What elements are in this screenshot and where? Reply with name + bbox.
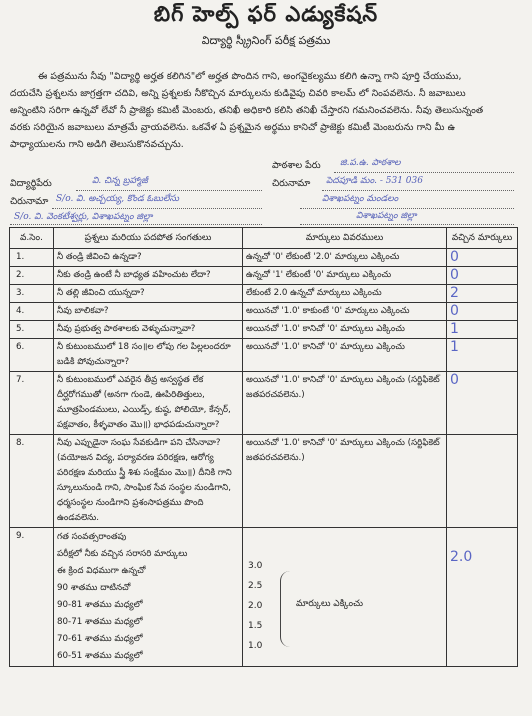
student-name-label: విద్యార్థిపేరు: [10, 178, 52, 189]
address-line-2: [10, 224, 262, 225]
student-name-line: [76, 190, 262, 191]
address-line-1: [52, 208, 262, 209]
row-marks-obtained[interactable]: 0: [447, 303, 518, 321]
row-marks-obtained[interactable]: 2.0: [447, 528, 518, 667]
row-marks-obtained[interactable]: 2: [447, 285, 518, 303]
row-number: 8.: [10, 435, 54, 528]
scale-value: 3.0: [248, 561, 263, 571]
row-question: నీ కుటుంబములో ఎవరైన తీవ్ర అస్వస్థత లేక దీర్ఘరోగముతో (అనగా గుండె, ఊపిరితిత్తులు, మూత్రపిండములు, ఎయిడ్స్, కుష్ఠ, పోలియో, కేన్సర్, పక్షవాతం, కీళ్ళవాతం మొ॥) భాధపడుచున్నారా?: [54, 372, 243, 435]
row-question: నీవు ప్రభుత్వ పాఠశాలకు వెళ్ళుచున్నావా?: [54, 321, 243, 339]
address2-line-3: [300, 224, 514, 225]
header-marks-obtained: వచ్చిన మార్కులు: [447, 228, 518, 249]
address2-value-2: విశాఖపట్నం మండలం: [322, 194, 399, 204]
row-question: నీ తండ్రి జీవించి ఉన్నడా?: [54, 249, 243, 267]
row-question: నీకు తండ్రి ఉంటే నీ బాధ్యత వహించుట లేదా?: [54, 267, 243, 285]
grade-line: పరీక్షలో నీకు వచ్చిన సరాసరి మార్కులు: [57, 549, 188, 559]
grade-line: 60-51 శాతము మధ్యలో: [57, 651, 143, 661]
form-subtitle: విద్యార్థి స్క్రీనింగ్ పరీక్ష పత్రము: [201, 34, 331, 47]
row-marks-obtained[interactable]: 1: [447, 321, 518, 339]
row-question: నీ తల్లి జీవించి యున్నదా?: [54, 285, 243, 303]
school-name-value: జి.ప.ఉ. పాఠశాల: [340, 158, 401, 168]
row-marks-rule: ఉన్నచో '1' లేకుంటే '0' మార్కులు ఎక్కించు: [243, 267, 447, 285]
header-questions: ప్రశ్నలు మరియు పదపోత సంగతులు: [54, 228, 243, 249]
scale-value: 2.5: [248, 581, 263, 591]
row-marks-rule: అయినచో '1.0' కానిచో '0' మార్కులు ఎక్కించు: [243, 339, 447, 372]
table-header-row: [10, 228, 518, 249]
address2-value-1: పెదపూడి మం. - 531 036: [326, 176, 423, 186]
row-marks-obtained[interactable]: [447, 435, 518, 528]
student-name-value: వి. చిన్న బ్రహ్మాజీ: [92, 176, 148, 186]
table-row: [10, 285, 518, 303]
row-question: నీ కుటుంబములో 18 సం॥ల లోపు గల పిల్లలందరూ బడికి పోవుచున్నారా?: [54, 339, 243, 372]
row-marks-rule: లేకుంటే 2.0 ఉన్నచో మార్కులు ఎక్కించు: [243, 285, 447, 303]
row-marks-scale: [243, 528, 447, 667]
address-value-1: S/o. వి. అచ్చయ్య, కొండ ఓబులేసు: [56, 194, 179, 204]
row-marks-rule: ఉన్నచో '0' లేకుంటే '2.0' మార్కులు ఎక్కించు: [243, 249, 447, 267]
address-value-2: S/o. వి. వెంకటేశ్వర్లు, విశాఖపట్నం జిల్లా: [14, 212, 153, 222]
instruction-line-5: పాధ్యాయులను గాని అడిగి తెలుసుకొనవచ్చును.: [10, 139, 184, 150]
header-serial: వ.సెం.: [10, 228, 54, 249]
row-marks-rule: అయినచో '1.0' కానిచో '0' మార్కులు ఎక్కించు (సర్టిఫికెట్ జతపరచవలెను.): [243, 372, 447, 435]
scale-marks-label: మార్కులు ఎక్కించు: [296, 599, 364, 609]
grade-line: 90-81 శాతము మధ్యలో: [57, 600, 143, 610]
row-marks-obtained[interactable]: 0: [447, 372, 518, 435]
table-row: [10, 249, 518, 267]
school-name-line: [334, 172, 514, 173]
form-title: బిగ్ హెల్ప్ ఫర్ ఎడ్యుకేషన్: [153, 2, 379, 26]
header-marks-details: మార్కులు వివరములు: [243, 228, 447, 249]
brace-shape: [280, 571, 291, 647]
table-row: [10, 267, 518, 285]
grade-line: 70-61 శాతము మధ్యలో: [57, 634, 143, 644]
table-row: [10, 303, 518, 321]
row-question: నీవు బాలికవా?: [54, 303, 243, 321]
address2-line-1: [322, 190, 514, 191]
table-row: [10, 372, 518, 435]
row-number: 3.: [10, 285, 54, 303]
row-number: 1.: [10, 249, 54, 267]
address-label: చిరునామా: [10, 196, 49, 207]
row-number: 2.: [10, 267, 54, 285]
row-number: 6.: [10, 339, 54, 372]
grade-line: ఈ క్రింద విధముగా ఉన్నచో: [57, 566, 146, 576]
instruction-line-4: వరకు సరియైన జవాబులు మాత్రమే వ్రాయవలెను. ఒకవేళ ఏ ప్రశ్నమైన అర్థము కానిచో ప్రాజెక్టు కమిటీ మెంబరును గాని మీ ఉ: [10, 122, 456, 133]
row-marks-rule: అయినచో '1.0' కాకుంటే '0' మార్కులు ఎక్కించు: [243, 303, 447, 321]
row-number: 4.: [10, 303, 54, 321]
row-marks-rule: అయినచో '1.0' కానిచో '0' మార్కులు ఎక్కించు (సర్టిఫికెట్ జతపరచవలెను.): [243, 435, 447, 528]
row-marks-obtained[interactable]: 0: [447, 267, 518, 285]
row-number: 9.: [10, 528, 54, 667]
instruction-line-1: ఈ పత్రమును నీవు "విద్యార్థి అర్హత కలిగిన"లో అర్హత పొందిన గాని, అంగవైకల్యము కలిగి ఉన్నా గాని పూర్తి చేయుము,: [38, 71, 462, 82]
row-question: నీవు ఎప్పుడైనా సంఘ సేవకుడిగా పని చేసినావా? (వయోజన విద్య, పర్యావరణ పరిరక్షణ, ఆరోగ్య పరిరక్షణ మరియు స్త్రీ శిశు సంక్షేమం మొ॥) దీనికి గాని స్కూలునుండి గాని, సాంఘిక సేవ సంస్థల నుండిగాని, ధర్మసంస్థల నుండిగాని ప్రశంసాపత్రము పొంది ఉండవలెను.: [54, 435, 243, 528]
row-marks-obtained[interactable]: 1: [447, 339, 518, 372]
table-row: [10, 339, 518, 372]
row-number: 5.: [10, 321, 54, 339]
row-marks-rule: అయినచో '1.0' కానిచో '0' మార్కులు ఎక్కించు: [243, 321, 447, 339]
scale-value: 1.0: [248, 641, 263, 651]
row-marks-obtained[interactable]: 0: [447, 249, 518, 267]
address2-label: చిరునామా: [272, 178, 311, 189]
row-question-grades: [54, 528, 243, 667]
row-number: 7.: [10, 372, 54, 435]
grade-line: 80-71 శాతము మధ్యలో: [57, 617, 143, 627]
school-name-label: పాఠశాల పేరు: [272, 160, 321, 171]
scale-value: 1.5: [248, 621, 263, 631]
instruction-line-2: దయచేసి ప్రశ్నలను జాగ్రత్తగా చదివి, అన్ని ప్రశ్నలకు నీకొచ్చిన మార్కులను కుడివైపు చివరి కాలమ్ లో నింపవలెను. నీ జవాబులు: [10, 88, 466, 99]
table-row: [10, 321, 518, 339]
address2-line-2: [300, 208, 514, 209]
instruction-line-3: అన్నింటిని సరిగా ఉన్నవో లేవో నీ ప్రాజెక్టు కమిటీ మెంబరు, తనిఖీ అధికారి కలిసి తనిఖీ చేస్తారని గమనించవలెను. నీవు తెలుసున్నంత: [10, 105, 484, 116]
scale-value: 2.0: [248, 601, 263, 611]
table-row: [10, 435, 518, 528]
screening-table: [9, 227, 518, 667]
grade-line: 90 శాతము దాటినచో: [57, 583, 131, 593]
grade-line: గత సంవత్సరాంతపు: [57, 532, 127, 542]
table-row: [10, 528, 518, 667]
address2-value-3: విశాఖపట్నం జిల్లా: [356, 211, 417, 221]
